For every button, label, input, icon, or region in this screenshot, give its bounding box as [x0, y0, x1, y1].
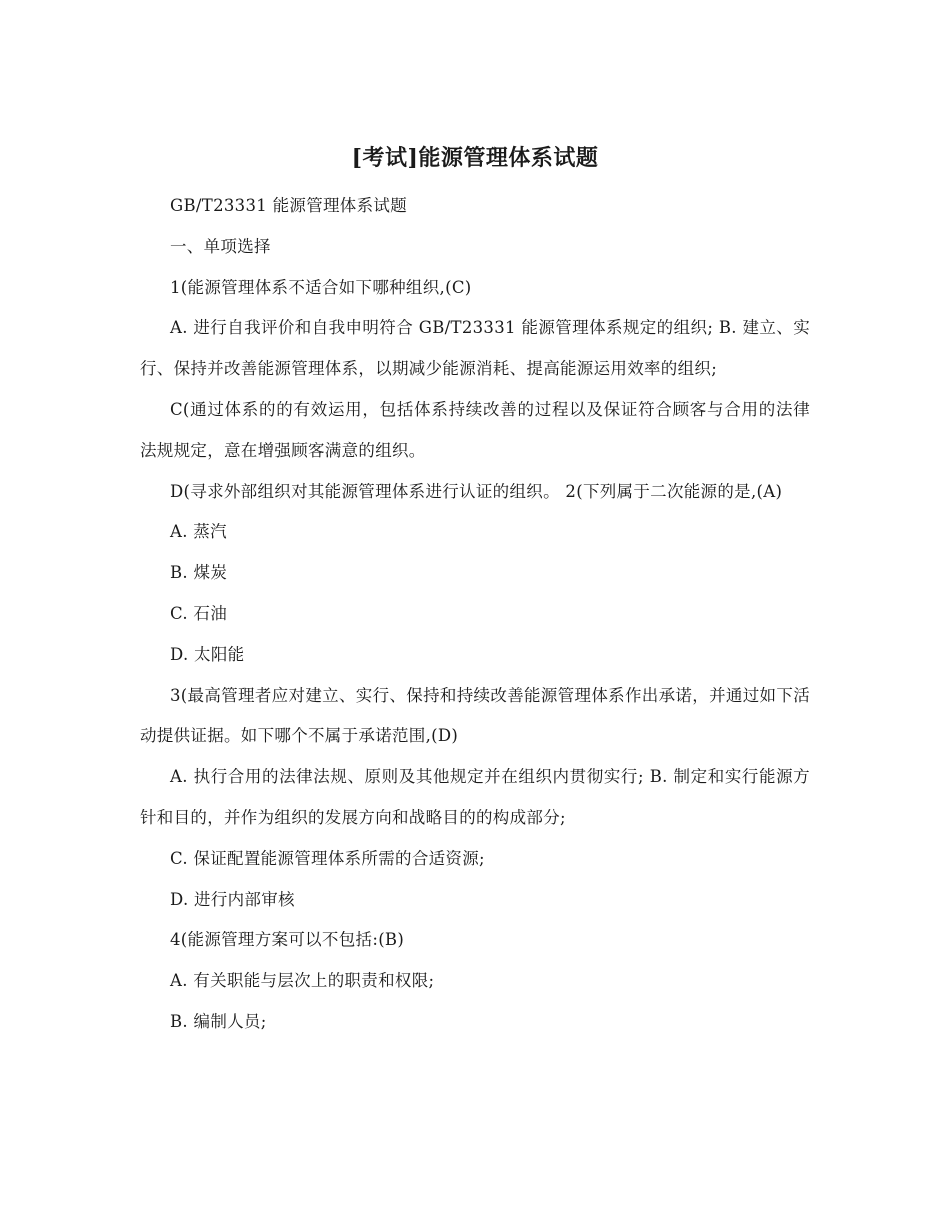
paragraph-question-4: 4(能源管理方案可以不包括:(B)	[170, 930, 405, 950]
paragraph-section-heading: 一、单项选择	[170, 236, 271, 256]
paragraph-q1-option-d-question-2: D(寻求外部组织对其能源管理体系进行认证的组织。 2(下列属于二次能源的是,(A)	[170, 481, 783, 501]
paragraph-q4-option-a: A. 有关职能与层次上的职责和权限;	[170, 971, 435, 991]
paragraph-q4-option-b: B. 编制人员;	[170, 1011, 267, 1031]
paragraph-question-1: 1(能源管理体系不适合如下哪种组织,(C)	[170, 277, 472, 297]
paragraph-q3-option-c: C. 保证配置能源管理体系所需的合适资源;	[170, 848, 485, 868]
paragraph-q2-option-d: D. 太阳能	[170, 644, 245, 664]
paragraph-q3-options-a-b: A. 执行合用的法律法规、原则及其他规定并在组织内贯彻实行; B. 制定和实行能源方针和目的，并作为组织的发展方向和战略目的的构成部分;	[140, 767, 810, 827]
paragraph-q2-option-b: B. 煤炭	[170, 563, 228, 583]
paragraph-q3-option-d: D. 进行内部审核	[170, 889, 295, 909]
paragraph-q2-option-c: C. 石油	[170, 603, 228, 623]
paragraph-q1-options-a-b: A. 进行自我评价和自我申明符合 GB/T23331 能源管理体系规定的组织; B. 建立、实行、保持并改善能源管理体系，以期减少能源消耗、提高能源运用效率的组织;	[140, 318, 810, 379]
paragraph-q2-option-a: A. 蒸汽	[170, 522, 227, 542]
paragraph-question-3: 3(最高管理者应对建立、实行、保持和持续改善能源管理体系作出承诺，并通过如下活动提供证据。如下哪个不属于承诺范围,(D)	[140, 685, 810, 746]
document-title: [考试]能源管理体系试题	[351, 145, 599, 171]
paragraph-subtitle: GB/T23331 能源管理体系试题	[170, 196, 408, 215]
document-body	[140, 186, 810, 1043]
paragraph-q1-option-c: C(通过体系的的有效运用，包括体系持续改善的过程以及保证符合顾客与合用的法律法规规定，意在增强顾客满意的组织。	[140, 399, 810, 460]
